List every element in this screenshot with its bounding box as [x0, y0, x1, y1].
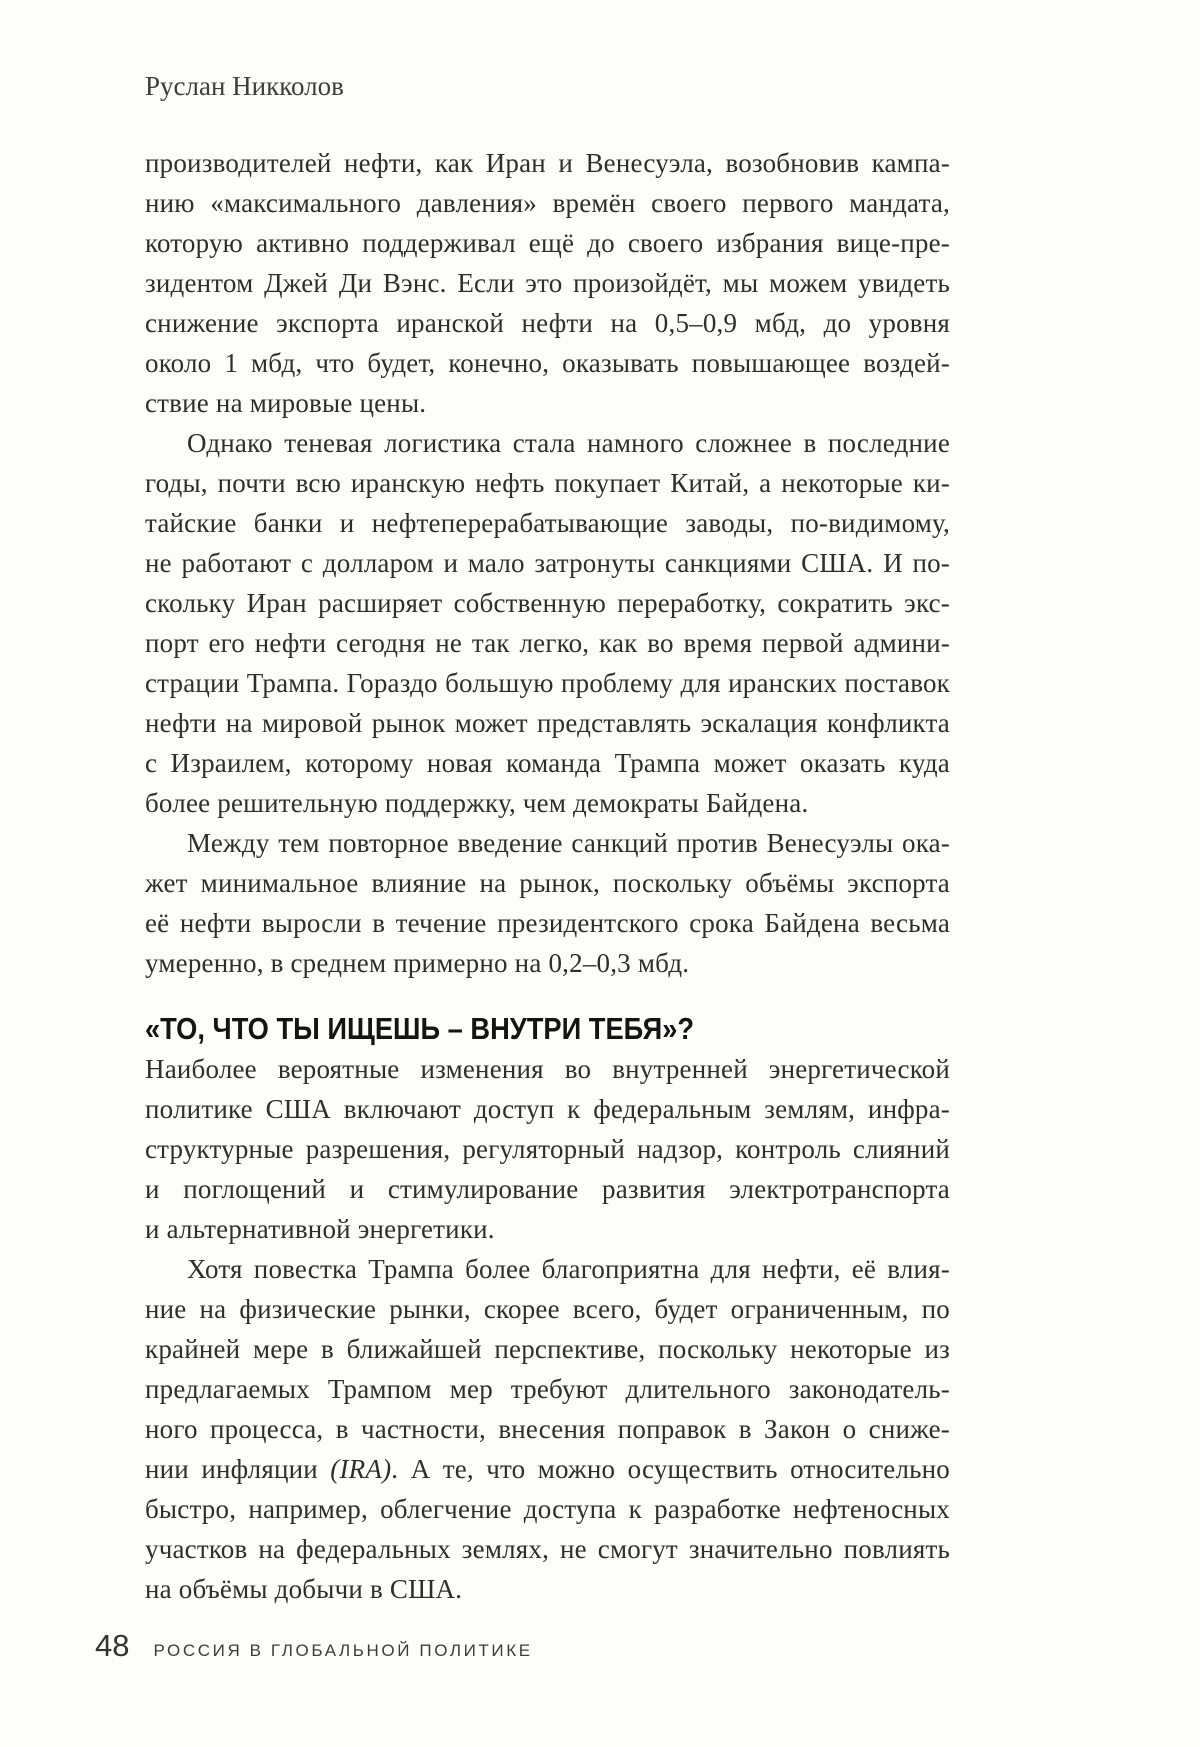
text-line: ного процесса, в частности, внесения поправок в Закон о сниже- — [145, 1414, 950, 1444]
paragraph — [145, 823, 950, 983]
running-header-author: Руслан Никколов — [145, 71, 344, 101]
text-line: Наиболее вероятные изменения во внутренней энергетической — [145, 1054, 950, 1084]
text-line: нефти на мировой рынок может представлять эскалация конфликта — [145, 708, 950, 738]
paragraph — [145, 1049, 950, 1249]
text-line: нию «максимального давления» времён своего первого мандата, — [145, 188, 950, 218]
text-line: с Израилем, которому новая команда Трампа может оказать куда — [145, 748, 950, 778]
text-line: и поглощений и стимулирование развития электротранспорта — [145, 1174, 950, 1204]
text-line: структурные разрешения, регуляторный надзор, контроль слияний — [145, 1134, 950, 1164]
text-line: около 1 мбд, что будет, конечно, оказывать повышающее воздей- — [145, 348, 950, 378]
text-line: её нефти выросли в течение президентского срока Байдена весьма — [145, 908, 950, 938]
text-line: ствие на мировые цены. — [145, 388, 427, 418]
text-line: на объёмы добычи в США. — [145, 1574, 463, 1604]
text-line: и альтернативной энергетики. — [145, 1214, 495, 1244]
journal-title: РОССИЯ В ГЛОБАЛЬНОЙ ПОЛИТИКЕ — [153, 1641, 533, 1660]
page-number: 48 — [95, 1628, 130, 1663]
text-line: страции Трампа. Гораздо большую проблему для иранских поставок — [145, 668, 950, 698]
text-line: тайские банки и нефтеперерабатывающие заводы, по-видимому, — [145, 508, 950, 538]
text-line: Между тем повторное введение санкций против Венесуэлы ока- — [187, 828, 950, 858]
text-line: скольку Иран расширяет собственную переработку, сократить экс- — [145, 588, 950, 618]
section-heading — [145, 1009, 950, 1049]
text-line: политике США включают доступ к федеральным землям, инфра- — [145, 1094, 950, 1124]
text-line: более решительную поддержку, чем демократы Байдена. — [145, 788, 809, 818]
text-line: которую активно поддерживал ещё до своего избрания вице-пре- — [145, 228, 950, 258]
text-line: годы, почти всю иранскую нефть покупает Китай, а некоторые ки- — [145, 468, 950, 498]
text-line: быстро, например, облегчение доступа к разработке нефтеносных — [145, 1494, 950, 1524]
text-line: Хотя повестка Трампа более благоприятна для нефти, её влия- — [187, 1254, 950, 1284]
text-line: предлагаемых Трампом мер требуют длительного законодатель- — [145, 1374, 950, 1404]
page-footer — [95, 1628, 533, 1664]
text-line: зидентом Джей Ди Вэнс. Если это произойдёт, мы можем увидеть — [145, 268, 950, 298]
text-line: крайней мере в ближайшей перспективе, поскольку некоторые из — [145, 1334, 950, 1364]
text-line: порт его нефти сегодня не так легко, как во время первой админи- — [145, 628, 950, 658]
text-line: участков на федеральных землях, не смогут значительно повлиять — [145, 1534, 950, 1564]
article-text-column — [145, 143, 950, 1609]
text-line: Однако теневая логистика стала намного сложнее в последние — [187, 428, 950, 458]
text-line: умеренно, в среднем примерно на 0,2–0,3 мбд. — [145, 948, 690, 978]
text-line: жет минимальное влияние на рынок, поскольку объёмы экспорта — [145, 868, 950, 898]
paragraph — [145, 1249, 950, 1609]
text-line: не работают с долларом и мало затронуты санкциями США. И по- — [145, 548, 950, 578]
section-heading-text: «ТО, ЧТО ТЫ ИЩЕШЬ – ВНУТРИ ТЕБЯ»? — [145, 1011, 695, 1046]
text-line: ние на физические рынки, скорее всего, будет ограниченным, по — [145, 1294, 950, 1324]
paragraph — [145, 423, 950, 823]
text-line: снижение экспорта иранской нефти на 0,5–0,9 мбд, до уровня — [145, 308, 950, 338]
text-line: нии инфляции (IRA). А те, что можно осуществить относительно — [145, 1454, 950, 1484]
text-line: производителей нефти, как Иран и Венесуэла, возобновив кампа- — [145, 148, 950, 178]
paragraph — [145, 143, 950, 423]
